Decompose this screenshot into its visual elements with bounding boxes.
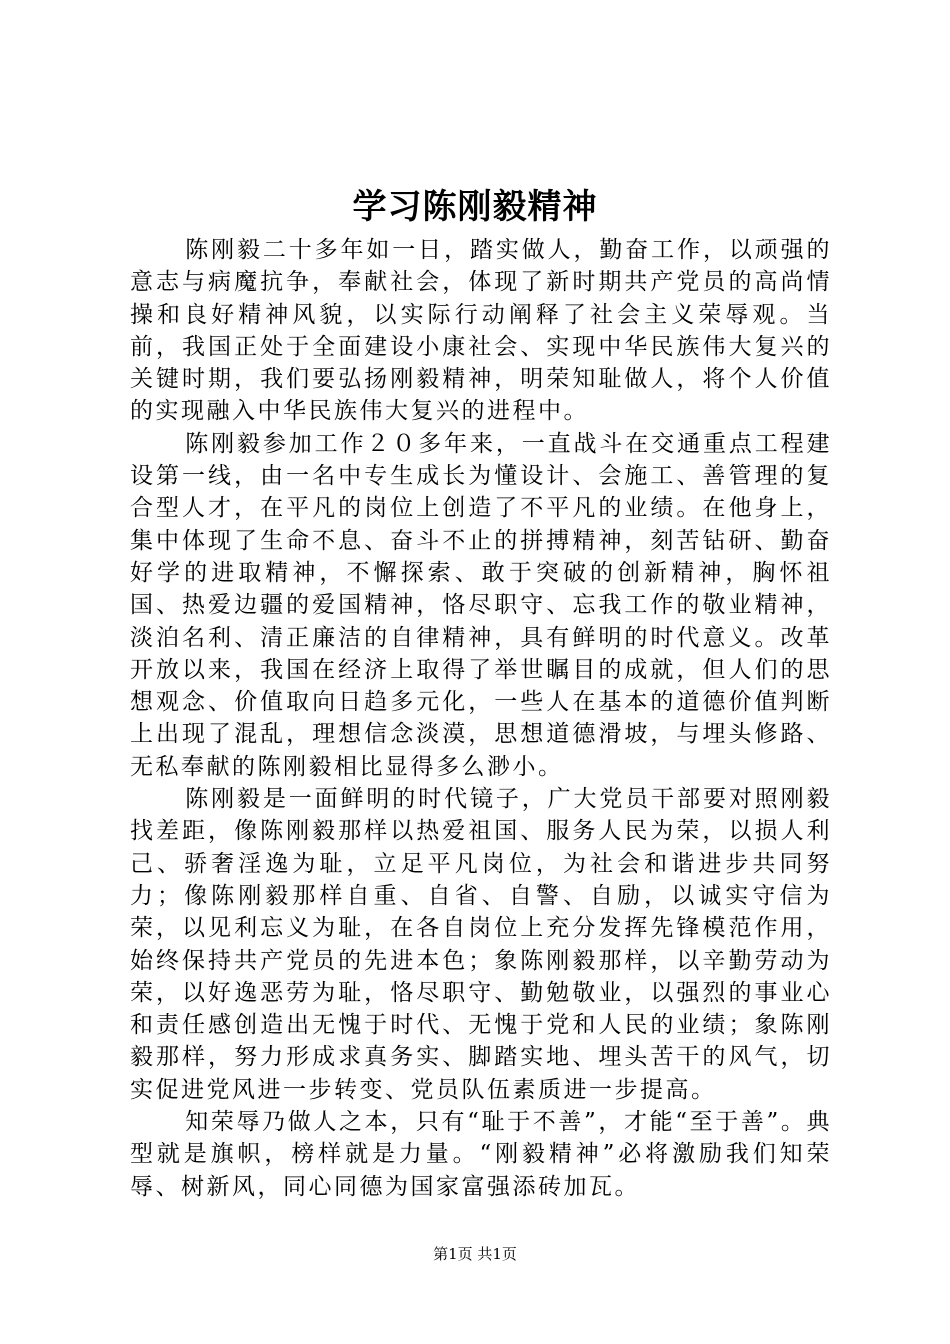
article-body <box>130 234 832 1203</box>
paragraph-2: 陈刚毅参加工作２０多年来，一直战斗在交通重点工程建设第一线，由一名中专生成长为懂设计、会施工、善管理的复合型人才，在平凡的岗位上创造了不平凡的业绩。在他身上，集中体现了生命不息、奋斗不止的拼搏精神，刻苦钻研、勤奋好学的进取精神，不懈探索、敢于突破的创新精神，胸怀祖国、热爱边疆的爱国精神，恪尽职守、忘我工作的敬业精神，淡泊名利、清正廉洁的自律精神，具有鲜明的时代意义。改革开放以来，我国在经济上取得了举世瞩目的成就，但人们的思想观念、价值取向日趋多元化，一些人在基本的道德价值判断上出现了混乱，理想信念淡漠，思想道德滑坡，与埋头修路、无私奉献的陈刚毅相比显得多么渺小。 <box>130 430 832 780</box>
paragraph-4: 知荣辱乃做人之本，只有“耻于不善”，才能“至于善”。典型就是旗帜，榜样就是力量。“刚毅精神”必将激励我们知荣辱、树新风，同心同德为国家富强添砖加瓦。 <box>130 1109 832 1200</box>
paragraph-3: 陈刚毅是一面鲜明的时代镜子，广大党员干部要对照刚毅找差距，像陈刚毅那样以热爱祖国、服务人民为荣，以损人利己、骄奢淫逸为耻，立足平凡岗位，为社会和谐进步共同努力；像陈刚毅那样自重、自省、自警、自励，以诚实守信为荣，以见利忘义为耻，在各自岗位上充分发挥先锋模范作用，始终保持共产党员的先进本色；象陈刚毅那样，以辛勤劳动为荣，以好逸恶劳为耻，恪尽职守、勤勉敬业，以强烈的事业心和责任感创造出无愧于时代、无愧于党和人民的业绩；象陈刚毅那样，努力形成求真务实、脚踏实地、埋头苦干的风气，切实促进党风进一步转变、党员队伍素质进一步提高。 <box>130 786 832 1103</box>
paragraph-1: 陈刚毅二十多年如一日，踏实做人，勤奋工作，以顽强的意志与病魔抗争，奉献社会，体现了新时期共产党员的高尚情操和良好精神风貌，以实际行动阐释了社会主义荣辱观。当前，我国正处于全面建设小康社会、实现中华民族伟大复兴的关键时期，我们要弘扬刚毅精神，明荣知耻做人，将个人价值的实现融入中华民族伟大复兴的进程中。 <box>130 237 832 425</box>
page-footer: 第1页 共1页 <box>433 1245 517 1263</box>
page-title: 学习陈刚毅精神 <box>352 187 598 227</box>
